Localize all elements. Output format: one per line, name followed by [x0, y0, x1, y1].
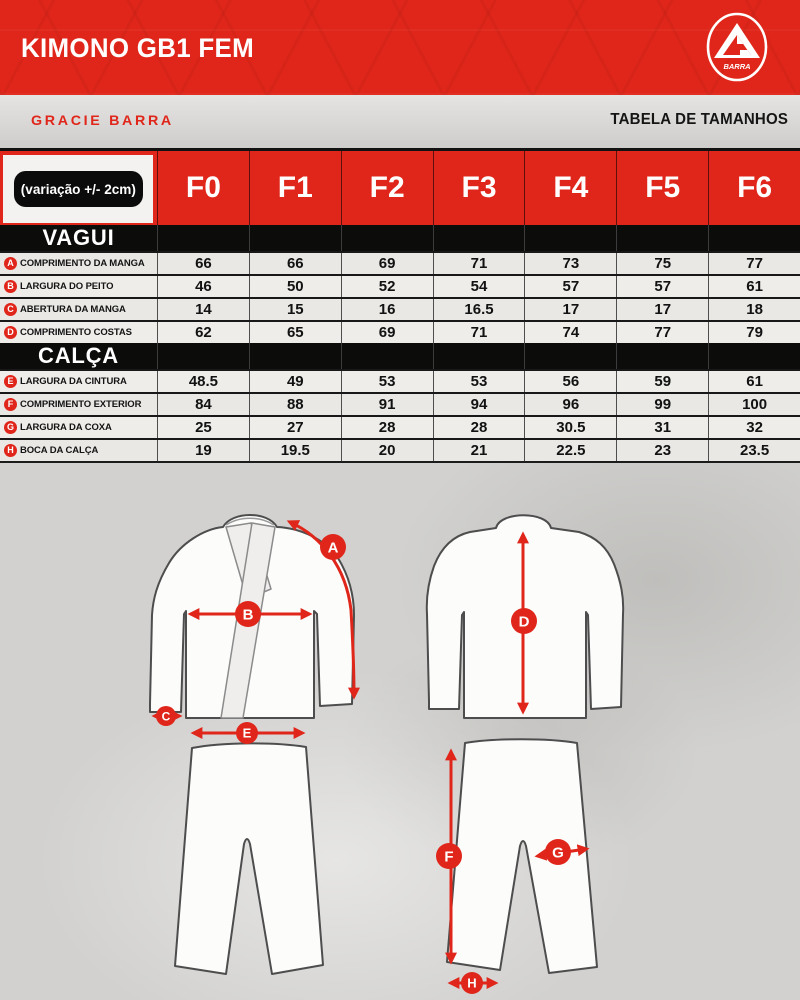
logo-barra-text: BARRA	[723, 62, 751, 71]
size-value-cell: 56	[524, 371, 616, 392]
section-band	[0, 225, 800, 251]
size-value-cell: 18	[708, 299, 800, 320]
header-banner	[0, 0, 800, 95]
size-value-cell: 69	[341, 253, 433, 274]
size-value-cell: 94	[433, 394, 525, 415]
size-value-cell: 84	[157, 394, 249, 415]
marker-b: B	[242, 606, 254, 624]
measurement-label: LARGURA DA CINTURA	[20, 376, 127, 387]
jacket-front-diagram	[150, 515, 354, 726]
letter-badge: C	[4, 303, 17, 316]
letter-badge: D	[4, 326, 17, 339]
size-value-cell: 79	[708, 322, 800, 343]
size-value-cell: 61	[708, 276, 800, 297]
section-band-cell	[708, 225, 800, 251]
letter-badge: B	[4, 280, 17, 293]
marker-g: G	[552, 844, 564, 862]
size-value-cell: 49	[249, 371, 341, 392]
size-value-cell: 14	[157, 299, 249, 320]
section-band-cell	[157, 343, 249, 369]
measurement-label-cell	[0, 371, 157, 392]
measurement-label-cell	[0, 253, 157, 274]
size-column-header: F4	[524, 151, 616, 225]
letter-badge: H	[4, 444, 17, 457]
sub-header-strip	[0, 95, 800, 148]
size-value-cell: 25	[157, 417, 249, 438]
measurement-label: COMPRIMENTO COSTAS	[20, 327, 132, 338]
section-band-cell	[433, 343, 525, 369]
table-row	[0, 297, 800, 320]
measurement-label: COMPRIMENTO DA MANGA	[20, 258, 145, 269]
variation-note-cell	[0, 151, 157, 225]
marker-d: D	[518, 613, 530, 631]
section-band-cell	[524, 343, 616, 369]
table-row	[0, 438, 800, 461]
measurement-label: LARGURA DO PEITO	[20, 281, 114, 292]
section-band-cell	[157, 225, 249, 251]
section-band-cell	[616, 343, 708, 369]
size-value-cell: 59	[616, 371, 708, 392]
letter-badge: E	[4, 375, 17, 388]
size-table	[0, 148, 800, 463]
section-band-cell	[249, 225, 341, 251]
size-value-cell: 32	[708, 417, 800, 438]
table-row	[0, 251, 800, 274]
measurement-label-cell	[0, 322, 157, 343]
measurement-label-cell	[0, 299, 157, 320]
size-column-header: F3	[433, 151, 525, 225]
size-value-cell: 74	[524, 322, 616, 343]
measurement-diagrams	[0, 460, 800, 1000]
size-value-cell: 77	[708, 253, 800, 274]
measurement-label: COMPRIMENTO EXTERIOR	[20, 399, 142, 410]
letter-badge: G	[4, 421, 17, 434]
size-value-cell: 96	[524, 394, 616, 415]
size-value-cell: 99	[616, 394, 708, 415]
section-band	[0, 343, 800, 369]
size-value-cell: 100	[708, 394, 800, 415]
size-value-cell: 57	[524, 276, 616, 297]
table-row	[0, 392, 800, 415]
size-value-cell: 54	[433, 276, 525, 297]
size-value-cell: 17	[524, 299, 616, 320]
size-table-body	[0, 225, 800, 461]
measurement-label-cell	[0, 440, 157, 461]
section-band-cell	[341, 225, 433, 251]
size-value-cell: 19.5	[249, 440, 341, 461]
section-band-cell	[708, 343, 800, 369]
size-value-cell: 57	[616, 276, 708, 297]
table-heading: TABELA DE TAMANHOS	[610, 111, 788, 128]
size-value-cell: 50	[249, 276, 341, 297]
size-value-cell: 73	[524, 253, 616, 274]
size-value-cell: 23	[616, 440, 708, 461]
variation-note: (variação +/- 2cm)	[14, 171, 143, 207]
size-value-cell: 16	[341, 299, 433, 320]
size-value-cell: 19	[157, 440, 249, 461]
size-value-cell: 53	[341, 371, 433, 392]
gracie-barra-logo-icon	[704, 11, 770, 83]
size-value-cell: 46	[157, 276, 249, 297]
measurement-label-cell	[0, 417, 157, 438]
section-band-cell	[341, 343, 433, 369]
table-row	[0, 274, 800, 297]
measurement-label: ABERTURA DA MANGA	[20, 304, 126, 315]
marker-f: F	[444, 848, 454, 866]
table-row	[0, 415, 800, 438]
size-value-cell: 48.5	[157, 371, 249, 392]
section-title: CALÇA	[38, 343, 119, 368]
size-value-cell: 16.5	[433, 299, 525, 320]
size-value-cell: 71	[433, 253, 525, 274]
marker-a: A	[327, 539, 339, 557]
size-value-cell: 77	[616, 322, 708, 343]
size-value-cell: 23.5	[708, 440, 800, 461]
size-value-cell: 53	[433, 371, 525, 392]
measurement-label-cell	[0, 276, 157, 297]
size-value-cell: 17	[616, 299, 708, 320]
section-title: VAGUI	[42, 225, 115, 250]
section-band-cell	[249, 343, 341, 369]
measurement-label: BOCA DA CALÇA	[20, 445, 99, 456]
size-column-header: F0	[157, 151, 249, 225]
page-title: KIMONO GB1 FEM	[21, 33, 255, 63]
jacket-back-diagram	[427, 515, 623, 718]
marker-c: C	[161, 709, 171, 724]
size-value-cell: 88	[249, 394, 341, 415]
size-value-cell: 75	[616, 253, 708, 274]
size-value-cell: 66	[249, 253, 341, 274]
size-column-header: F6	[708, 151, 800, 225]
size-value-cell: 52	[341, 276, 433, 297]
pants-front-diagram	[175, 722, 323, 974]
size-column-header: F2	[341, 151, 433, 225]
table-row	[0, 320, 800, 343]
size-value-cell: 62	[157, 322, 249, 343]
size-header-row	[0, 151, 800, 225]
size-value-cell: 65	[249, 322, 341, 343]
size-value-cell: 61	[708, 371, 800, 392]
letter-badge: A	[4, 257, 17, 270]
size-column-header: F1	[249, 151, 341, 225]
measurement-label: LARGURA DA COXA	[20, 422, 112, 433]
size-value-cell: 28	[341, 417, 433, 438]
size-value-cell: 20	[341, 440, 433, 461]
brand-wordmark: GRACIE BARRA	[31, 112, 174, 128]
size-value-cell: 69	[341, 322, 433, 343]
letter-badge: F	[4, 398, 17, 411]
section-band-cell	[616, 225, 708, 251]
size-value-cell: 30.5	[524, 417, 616, 438]
size-column-header: F5	[616, 151, 708, 225]
size-value-cell: 31	[616, 417, 708, 438]
size-value-cell: 71	[433, 322, 525, 343]
section-band-cell	[524, 225, 616, 251]
size-value-cell: 28	[433, 417, 525, 438]
size-value-cell: 21	[433, 440, 525, 461]
size-value-cell: 15	[249, 299, 341, 320]
marker-h: H	[467, 975, 477, 991]
size-value-cell: 91	[341, 394, 433, 415]
section-band-cell	[433, 225, 525, 251]
size-value-cell: 27	[249, 417, 341, 438]
measurement-label-cell	[0, 394, 157, 415]
size-value-cell: 66	[157, 253, 249, 274]
marker-e: E	[242, 725, 252, 741]
table-row	[0, 369, 800, 392]
pants-back-diagram	[436, 739, 597, 994]
size-value-cell: 22.5	[524, 440, 616, 461]
